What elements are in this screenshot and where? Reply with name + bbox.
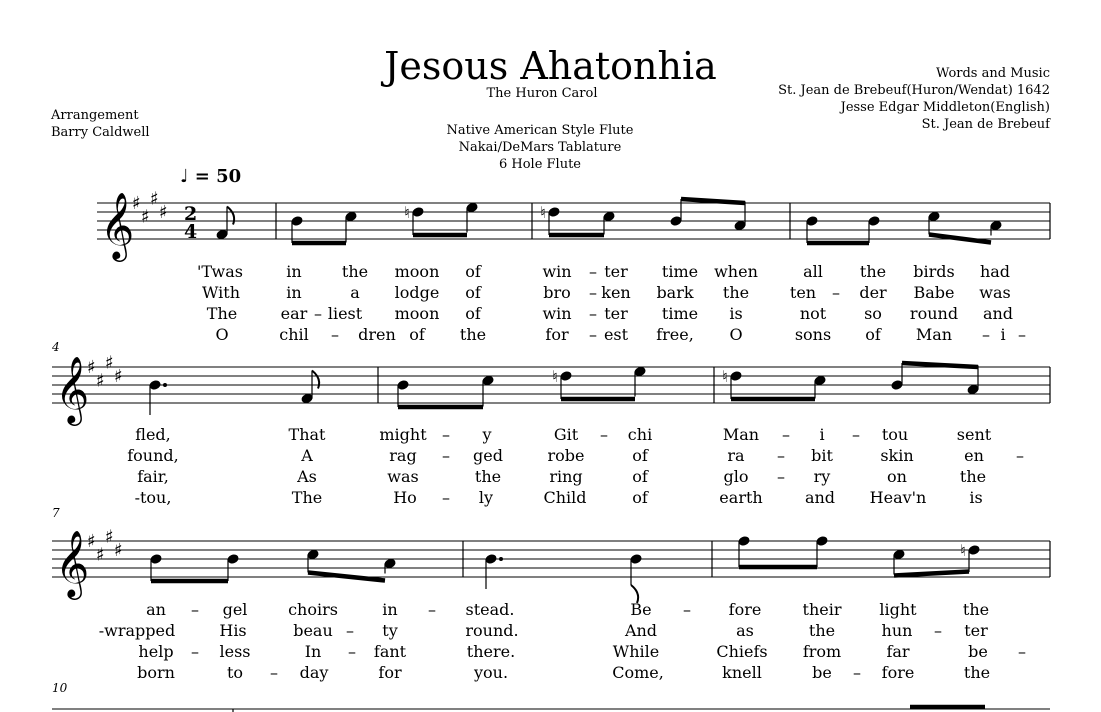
lyric-syllable: chi — [627, 425, 653, 444]
lyric-syllable: day — [299, 663, 329, 682]
lyric-syllable: a — [350, 283, 360, 302]
time-sig-top: 2 — [184, 203, 198, 225]
lyric-syllable: – — [348, 642, 356, 661]
beam — [894, 572, 969, 576]
sharp-icon: ♯ — [105, 526, 114, 548]
sharp-icon: ♯ — [87, 357, 96, 378]
lyric-syllable: light — [879, 600, 917, 619]
natural-icon: ♮ — [722, 367, 728, 386]
lyric-syllable: ter — [604, 262, 628, 281]
lyric-syllable: the — [341, 262, 369, 281]
lyric-syllable: – — [1018, 642, 1026, 661]
lyric-syllable: when — [714, 262, 758, 281]
lyric-syllable: on — [887, 467, 907, 486]
lyric-syllable: all — [803, 262, 823, 281]
lyric-syllable: fore — [881, 663, 915, 682]
flute-type: 6 Hole Flute — [498, 157, 582, 172]
lyric-syllable: – — [314, 304, 322, 323]
score-title: Jesous Ahatonhia — [384, 44, 717, 88]
lyric-syllable: ter — [604, 304, 628, 323]
arranger-name: Barry Caldwell — [51, 125, 150, 140]
lyric-syllable: the — [959, 467, 987, 486]
lyric-syllable: bit — [811, 446, 833, 465]
lyric-syllable: – — [1016, 446, 1024, 465]
lyric-syllable: chil — [279, 325, 309, 344]
tablature-name: Nakai/DeMars Tablature — [458, 140, 622, 155]
lyric-syllable: – — [442, 446, 450, 465]
lyric-syllable: the — [963, 663, 991, 682]
lyric-syllable: free, — [656, 325, 694, 344]
lyric-syllable: to — [226, 663, 244, 682]
lyric-syllable: there. — [466, 642, 516, 661]
lyric-syllable: knell — [722, 663, 762, 682]
flag — [227, 207, 234, 225]
lyric-syllable: – — [589, 325, 597, 344]
lyric-syllable: of — [465, 262, 481, 281]
lyric-syllable: sons — [794, 325, 832, 344]
lyric-syllable: liest — [327, 304, 363, 323]
lyric-syllable: y — [482, 425, 492, 444]
lyric-syllable: ry — [813, 467, 831, 486]
lyric-syllable: i — [1000, 325, 1006, 344]
lyric-syllable: of — [465, 283, 481, 302]
lyric-syllable: ter — [964, 621, 988, 640]
lyric-syllable: is — [729, 304, 743, 323]
lyric-syllable: time — [661, 304, 699, 323]
lyric-syllable: of — [632, 446, 648, 465]
lyric-syllable: from — [802, 642, 842, 661]
lyric-syllable: ear — [280, 304, 308, 323]
lyric-syllable: is — [969, 488, 983, 507]
sharp-icon: ♯ — [141, 206, 150, 228]
lyric-syllable: you. — [473, 663, 509, 682]
lyric-syllable: – — [442, 488, 450, 507]
lyric-syllable: – — [442, 425, 450, 444]
sharp-icon: ♯ — [96, 370, 105, 392]
lyric-syllable: – — [832, 283, 840, 302]
lyric-syllable: dren — [358, 325, 396, 344]
lyric-syllable: and — [804, 488, 836, 507]
lyric-syllable: bark — [656, 283, 694, 302]
time-sig-bottom: 4 — [184, 221, 198, 243]
lyric-syllable: of — [465, 304, 481, 323]
lyric-syllable: A — [301, 446, 313, 465]
lyric-syllable: hun — [881, 621, 913, 640]
tempo-value: = 50 — [194, 166, 242, 187]
lyric-syllable: round — [909, 304, 959, 323]
lyric-syllable: Babe — [913, 283, 955, 302]
lyric-syllable: fant — [373, 642, 407, 661]
credit-huron-author: St. Jean de Brebeuf(Huron/Wendat) 1642 — [778, 83, 1050, 98]
measure-number: 7 — [52, 506, 60, 520]
sharp-icon: ♯ — [96, 544, 105, 566]
lyric-syllable: of — [632, 467, 648, 486]
lyric-syllable: the — [722, 283, 750, 302]
lyric-syllable: birds — [913, 262, 955, 281]
lyric-syllable: In — [304, 642, 322, 661]
dot — [163, 383, 167, 387]
lyric-syllable: And — [624, 621, 658, 640]
lyric-syllable: far — [886, 642, 910, 661]
natural-icon: ♮ — [404, 203, 410, 222]
lyric-syllable: Git — [553, 425, 579, 444]
lyric-syllable: an — [146, 600, 166, 619]
sharp-icon: ♯ — [114, 540, 123, 561]
credit-english-author: Jesse Edgar Middleton(English) — [840, 100, 1050, 115]
lyric-syllable: win — [542, 304, 572, 323]
lyric-syllable: had — [979, 262, 1011, 281]
beam — [902, 363, 978, 367]
lyric-syllable: Child — [543, 488, 587, 507]
lyric-syllable: not — [799, 304, 827, 323]
sharp-icon: ♯ — [159, 202, 168, 223]
lyric-syllable: -tou, — [134, 488, 172, 507]
lyric-syllable: – — [777, 467, 785, 486]
lyric-syllable: the — [474, 467, 502, 486]
natural-icon: ♮ — [540, 203, 546, 222]
flag — [312, 371, 319, 389]
lyric-syllable: ged — [473, 446, 503, 465]
lyric-syllable: for — [378, 663, 402, 682]
lyric-syllable: found, — [127, 446, 179, 465]
lyric-syllable: ten — [789, 283, 817, 302]
lyric-syllable: moon — [394, 304, 440, 323]
lyric-syllable: ty — [382, 621, 398, 640]
lyric-syllable: – — [934, 621, 942, 640]
lyric-syllable: O — [729, 325, 743, 344]
lyric-syllable: might — [379, 425, 427, 444]
arrangement-label: Arrangement — [51, 108, 139, 123]
lyric-syllable: fore — [728, 600, 762, 619]
lyric-syllable: That — [288, 425, 326, 444]
lyric-syllable: rag — [389, 446, 417, 465]
lyric-syllable: – — [1018, 325, 1026, 344]
treble-clef: 𝄞 — [55, 355, 90, 423]
lyric-syllable: – — [428, 600, 436, 619]
lyric-syllable: as — [736, 621, 754, 640]
lyric-syllable: Man — [915, 325, 953, 344]
score-subtitle: The Huron Carol — [486, 86, 598, 101]
lyric-syllable: Man — [722, 425, 760, 444]
lyric-syllable: the — [859, 262, 887, 281]
lyric-syllable: glo — [723, 467, 749, 486]
lyric-syllable: – — [777, 446, 785, 465]
lyric-syllable: Come, — [612, 663, 664, 682]
lyric-syllable: in — [382, 600, 398, 619]
lyric-syllable: their — [802, 600, 842, 619]
lyric-syllable: – — [782, 425, 790, 444]
lyric-syllable: robe — [547, 446, 585, 465]
lyric-syllable: der — [859, 283, 887, 302]
lyric-syllable: Ho — [393, 488, 417, 507]
treble-clef: 𝄞 — [100, 191, 135, 259]
measure-number: 4 — [52, 340, 60, 354]
lyric-syllable: and — [982, 304, 1014, 323]
lyric-syllable: Chiefs — [716, 642, 768, 661]
lyric-syllable: Be — [630, 600, 652, 619]
lyric-syllable: fair, — [137, 467, 169, 486]
lyric-syllable: help — [138, 642, 174, 661]
lyric-syllable: 'Twas — [197, 262, 243, 281]
lyric-syllable: est — [603, 325, 629, 344]
lyric-syllable: – — [600, 425, 608, 444]
lyric-syllable: ra — [727, 446, 745, 465]
sharp-icon: ♯ — [87, 531, 96, 552]
instrument-name: Native American Style Flute — [446, 123, 634, 138]
lyric-syllable: – — [852, 425, 860, 444]
lyric-syllable: tou — [881, 425, 909, 444]
lyric-syllable: – — [346, 621, 354, 640]
lyric-syllable: fled, — [135, 425, 171, 444]
lyric-syllable: – — [589, 262, 597, 281]
lyric-syllable: was — [979, 283, 1011, 302]
lyric-syllable: time — [661, 262, 699, 281]
lyric-syllable: choirs — [288, 600, 338, 619]
lyric-syllable: His — [219, 621, 247, 640]
lyric-syllable: – — [191, 600, 199, 619]
lyric-syllable: lodge — [394, 283, 440, 302]
lyric-syllable: ring — [549, 467, 583, 486]
lyric-syllable: ly — [478, 488, 494, 507]
lyric-syllable: less — [219, 642, 251, 661]
lyric-syllable: be — [812, 663, 832, 682]
lyric-syllable: in — [286, 262, 302, 281]
lyric-syllable: of — [632, 488, 648, 507]
lyric-syllable: born — [137, 663, 175, 682]
lyric-syllable: ken — [601, 283, 631, 302]
lyric-syllable: en — [964, 446, 984, 465]
lyric-syllable: sent — [956, 425, 992, 444]
lyric-syllable: -wrapped — [98, 621, 176, 640]
sharp-icon: ♯ — [105, 352, 114, 374]
lyric-syllable: O — [215, 325, 229, 344]
lyric-syllable: gel — [222, 600, 248, 619]
sharp-icon: ♯ — [150, 188, 159, 210]
lyric-syllable: earth — [719, 488, 763, 507]
lyric-syllable: win — [542, 262, 572, 281]
lyric-syllable: of — [409, 325, 425, 344]
lyric-syllable: so — [864, 304, 882, 323]
lyric-syllable: – — [589, 304, 597, 323]
lyric-syllable: – — [331, 325, 339, 344]
lyric-syllable: While — [612, 642, 660, 661]
beam — [681, 199, 745, 203]
lyric-syllable: i — [819, 425, 825, 444]
lyric-syllable: – — [683, 600, 691, 619]
lyric-syllable: skin — [880, 446, 914, 465]
lyric-syllable: of — [865, 325, 881, 344]
lyric-syllable: – — [191, 642, 199, 661]
sharp-icon: ♯ — [132, 193, 141, 214]
natural-icon: ♮ — [552, 367, 558, 386]
lyric-syllable: The — [206, 304, 238, 323]
dot — [499, 557, 503, 561]
lyric-syllable: Heav'n — [869, 488, 927, 507]
lyric-syllable: – — [853, 663, 861, 682]
lyric-syllable: round. — [465, 621, 519, 640]
lyric-syllable: stead. — [465, 600, 515, 619]
lyric-syllable: was — [387, 467, 419, 486]
credit-composer: St. Jean de Brebeuf — [921, 117, 1050, 132]
lyric-syllable: With — [201, 283, 241, 302]
lyric-syllable: beau — [293, 621, 333, 640]
lyric-syllable: for — [545, 325, 569, 344]
lyric-syllable: – — [982, 325, 990, 344]
lyric-syllable: – — [589, 283, 597, 302]
lyric-syllable: the — [459, 325, 487, 344]
lyric-syllable: moon — [394, 262, 440, 281]
lyric-syllable: be — [968, 642, 988, 661]
quarter-note-icon: ♩ — [180, 166, 189, 187]
lyric-syllable: the — [808, 621, 836, 640]
sharp-icon: ♯ — [114, 366, 123, 387]
lyric-syllable: – — [270, 663, 278, 682]
lyric-syllable: bro — [543, 283, 571, 302]
measure-number: 10 — [52, 681, 68, 695]
lyric-syllable: The — [291, 488, 323, 507]
treble-clef: 𝄞 — [55, 529, 90, 597]
lyric-syllable: the — [962, 600, 990, 619]
lyric-syllable: in — [286, 283, 302, 302]
lyric-syllable: As — [297, 467, 317, 486]
natural-icon: ♮ — [960, 541, 966, 560]
credit-words-music: Words and Music — [935, 66, 1050, 81]
